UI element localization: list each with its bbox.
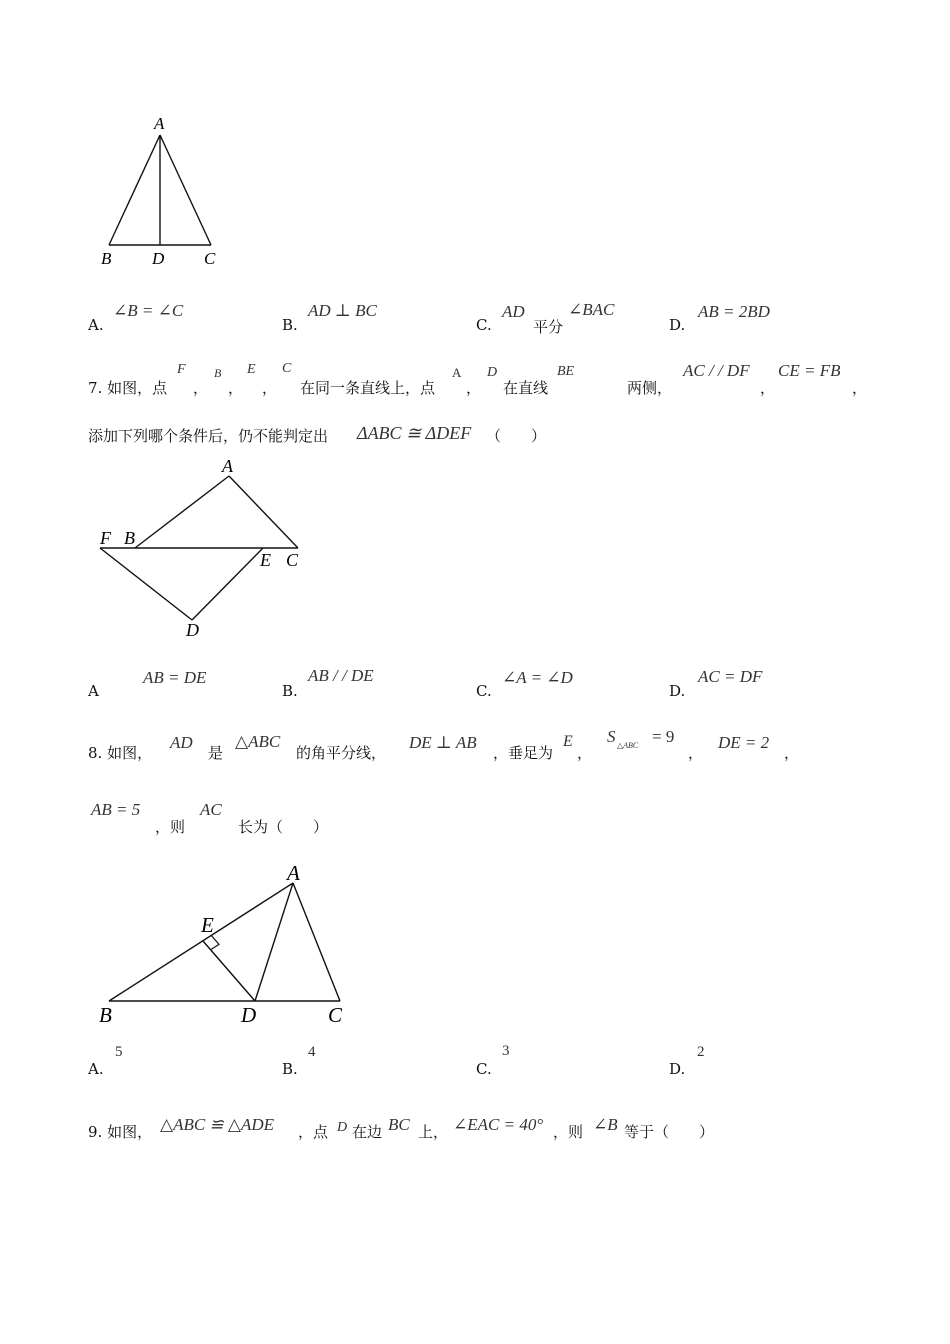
q7-option-c-math: ∠A = ∠D (502, 668, 573, 687)
q8-area-s: S (607, 727, 616, 746)
q9-number: 9. 如图， (88, 1123, 153, 1141)
q6-option-b-math: AD ⊥ BC (308, 301, 377, 320)
q7-point-f: F (177, 362, 186, 377)
q9-congruence: △ABC ≌ △ADE (160, 1115, 275, 1134)
q8-area-subscript: △ABC (617, 741, 639, 750)
q9-side-bc: BC (388, 1115, 410, 1134)
q8-perp: DE ⊥ AB (409, 733, 477, 752)
q8-area-value: = 9 (652, 727, 675, 746)
q7-option-a-letter: A (88, 682, 99, 700)
q8-ad: AD (170, 733, 193, 752)
q6-option-c-math1: AD (502, 302, 525, 321)
q7-number: 7. 如图，点 (88, 379, 168, 397)
q7-sep3: ， (262, 379, 278, 397)
q8-option-a-value: 5 (115, 1044, 123, 1060)
q7-option-d-letter: D. (669, 682, 686, 700)
q8-de-length: DE = 2 (718, 733, 770, 752)
fig8-label-b: B (99, 1003, 112, 1027)
q7-text3: 两侧， (627, 379, 673, 397)
q8-is: 是 (208, 744, 224, 762)
q6-option-d-math: AB = 2BD (698, 302, 770, 321)
figure-q8-triangle (95, 858, 355, 1030)
q8-option-c-value: 3 (502, 1043, 510, 1059)
q6-option-b-letter: B. (282, 316, 298, 334)
q7-option-b-math: AB / / DE (308, 666, 374, 685)
figure-q7-triangles (95, 455, 315, 645)
q9-text1: ，点 (298, 1123, 329, 1141)
q7-condition-parallel: AC / / DF (683, 361, 750, 380)
q7-point-c: C (282, 361, 292, 376)
q7-point-e: E (247, 362, 256, 377)
q9-text3: 上， (418, 1123, 449, 1141)
fig7-label-a: A (222, 456, 233, 476)
q6-option-c-text: 平分 (533, 318, 564, 336)
q7-point-b: B (214, 366, 222, 380)
q7-line2: 添加下列哪个条件后，仍不能判定出 (88, 427, 329, 445)
fig7-label-f: F (100, 528, 111, 548)
fig7-label-d: D (186, 620, 199, 640)
q6-option-c-letter: C. (476, 316, 492, 334)
q7-sep4: ， (466, 379, 482, 397)
fig6-label-d: D (152, 249, 165, 268)
q8-number: 8. 如图， (88, 744, 153, 762)
q7-option-a-math: AB = DE (143, 668, 207, 687)
q8-option-b-value: 4 (308, 1044, 316, 1060)
fig8-label-c: C (328, 1003, 343, 1027)
q7-line-be: BE (557, 364, 575, 379)
q8-point-e: E (563, 733, 573, 750)
fig8-label-a: A (287, 861, 300, 885)
q8-ac: AC (200, 800, 222, 819)
q7-sep6: ， (852, 379, 868, 397)
q6-option-a-math: ∠B = ∠C (113, 301, 184, 320)
q7-sep2: ， (228, 379, 244, 397)
q8-option-b-letter: B. (282, 1060, 298, 1078)
fig7-label-e: E (260, 550, 271, 570)
q6-option-c-math2: ∠BAC (568, 300, 615, 319)
q9-angle-b: ∠B (593, 1115, 618, 1134)
q7-condition-equal: CE = FB (778, 361, 841, 380)
q8-option-d-letter: D. (669, 1060, 686, 1078)
q7-point-d: D (487, 365, 498, 380)
fig6-label-b: B (101, 249, 112, 268)
q8-option-d-value: 2 (697, 1044, 705, 1060)
q8-option-c-letter: C. (476, 1060, 492, 1078)
q7-text1: 在同一条直线上，点 (300, 379, 436, 397)
q7-option-c-letter: C. (476, 682, 492, 700)
q8-triangle-abc: △ABC (235, 732, 281, 751)
q8-sep1: ， (577, 744, 593, 762)
q7-option-d-math: AC = DF (698, 667, 763, 686)
fig8-label-d: D (241, 1003, 257, 1027)
q8-ab-length: AB = 5 (91, 800, 141, 819)
fig7-label-c: C (286, 550, 299, 570)
q8-option-a-letter: A. (88, 1060, 104, 1078)
q7-triangle-congruence: ΔABC ≅ ΔDEF (357, 423, 472, 443)
q9-angle-eac: ∠EAC = 40° (453, 1115, 544, 1134)
q9-text2: 在边 (352, 1123, 383, 1141)
q7-option-b-letter: B. (282, 682, 298, 700)
q9-text5: 等于（ ） (624, 1123, 715, 1141)
q7-text2: 在直线 (503, 379, 549, 397)
q7-paren: （ ） (486, 427, 547, 445)
q8-text3: ，则 (155, 818, 186, 836)
q9-point-d: D (337, 1120, 348, 1135)
q6-option-a-letter: A. (88, 316, 104, 334)
q8-sep3: ， (784, 744, 800, 762)
q6-option-d-letter: D. (669, 316, 686, 334)
figure-q6-triangle (90, 110, 240, 275)
q8-text2: ，垂足为 (493, 744, 554, 762)
fig8-label-e: E (201, 913, 214, 937)
q8-text1: 的角平分线， (296, 744, 387, 762)
q7-point-a: A (452, 365, 462, 380)
fig7-label-b: B (124, 528, 135, 548)
q8-sep2: ， (688, 744, 704, 762)
q8-text4: 长为（ ） (238, 818, 329, 836)
q7-sep1: ， (193, 379, 209, 397)
q7-sep5: ， (760, 379, 776, 397)
q9-text4: ，则 (553, 1123, 584, 1141)
fig6-label-c: C (204, 249, 216, 268)
fig6-label-a: A (154, 114, 165, 133)
